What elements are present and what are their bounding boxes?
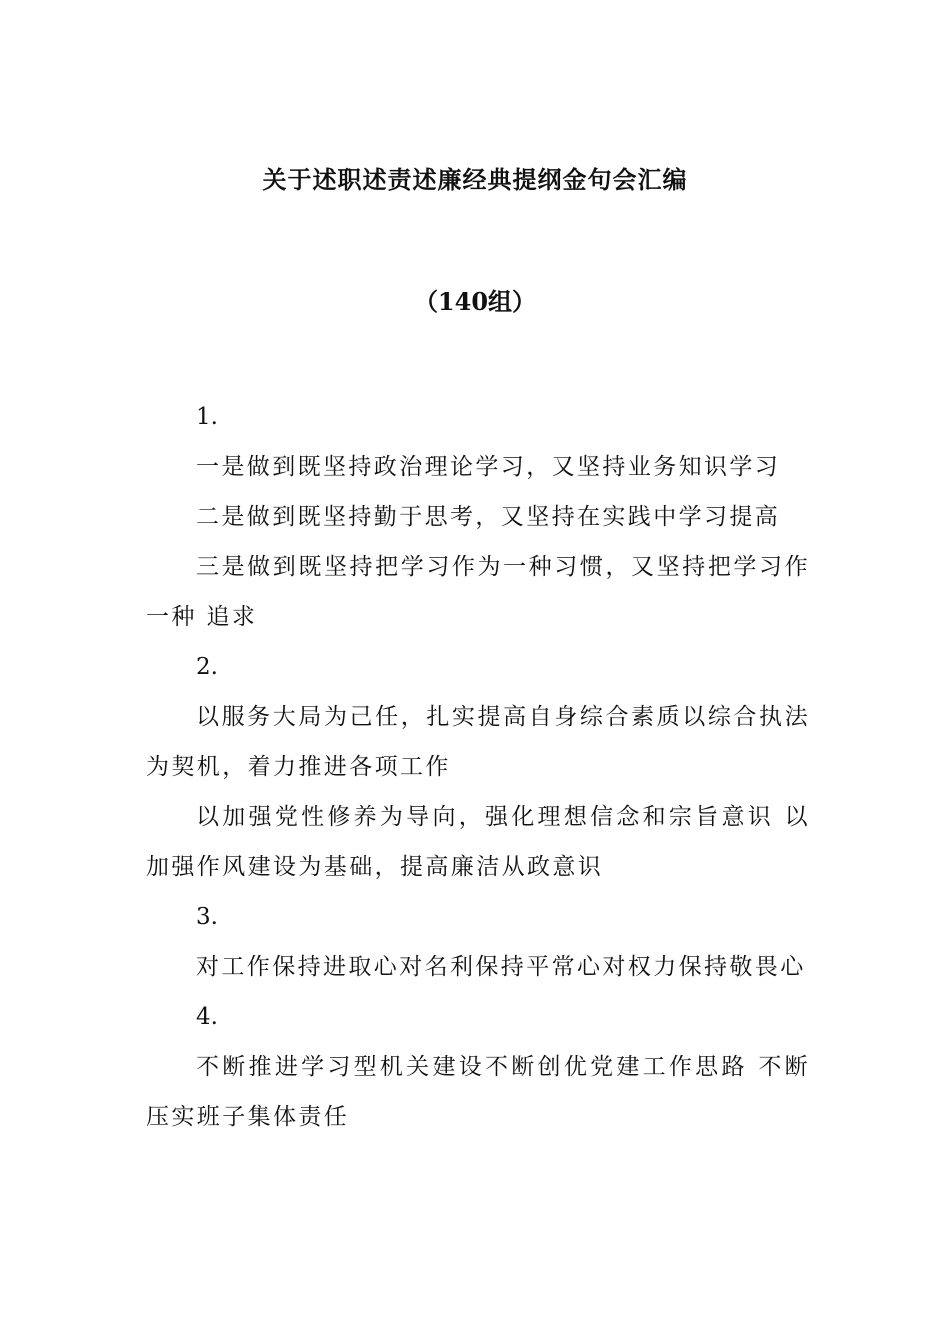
item-paragraph: 二是做到既坚持勤于思考，又坚持在实践中学习提高 (196, 504, 781, 530)
item-paragraph: 以加强党性修养为导向，强化理想信念和宗旨意识 以加强作风建设为基础，提高廉洁从政意识 (146, 804, 810, 880)
item-number: 2. (196, 654, 218, 680)
item-paragraph: 三是做到既坚持把学习作为一种习惯，又坚持把学习作一种 追求 (146, 554, 810, 630)
document-title: 关于述职述责述廉经典提纲金句会汇编 (262, 165, 688, 194)
item-paragraph: 对工作保持进取心对名利保持平常心对权力保持敬畏心 (196, 954, 806, 980)
item-3 (146, 892, 810, 992)
document-subtitle: （140组） (413, 287, 537, 316)
item-1 (146, 392, 810, 642)
document-body (146, 392, 810, 1142)
item-paragraph: 不断推进学习型机关建设不断创优党建工作思路 不断压实班子集体责任 (146, 1054, 810, 1130)
item-4 (146, 992, 810, 1142)
item-paragraph: 一是做到既坚持政治理论学习，又坚持业务知识学习 (196, 454, 781, 480)
item-2 (146, 642, 810, 892)
item-number: 1. (196, 404, 218, 430)
item-number: 4. (196, 1004, 218, 1030)
item-paragraph: 以服务大局为己任，扎实提高自身综合素质以综合执法为契机，着力推进各项工作 (146, 704, 810, 780)
item-number: 3. (196, 904, 218, 930)
